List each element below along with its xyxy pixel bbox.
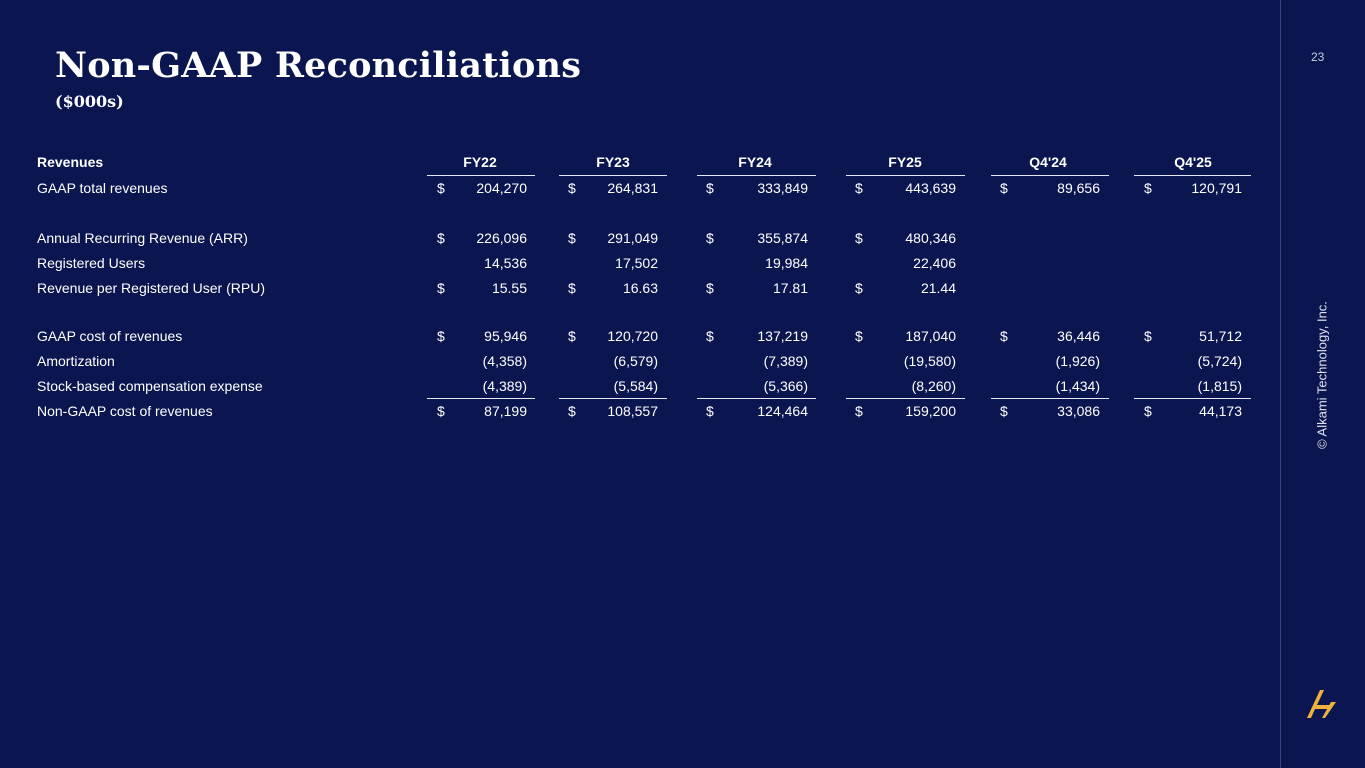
- currency-symbol: $: [1144, 328, 1152, 344]
- table-cell-value: 333,849: [757, 180, 808, 196]
- page-title: Non-GAAP Reconciliations: [55, 45, 582, 86]
- currency-symbol: $: [855, 328, 863, 344]
- row-label: Non-GAAP cost of revenues: [37, 403, 213, 419]
- row-label: Registered Users: [37, 255, 146, 271]
- table-cell-value: 51,712: [1199, 328, 1242, 344]
- table-cell-value: 22,406: [913, 255, 956, 271]
- subtotal-rule: [991, 398, 1109, 399]
- table-cell-value: 355,874: [757, 230, 808, 246]
- currency-symbol: $: [706, 230, 714, 246]
- table-cell-value: (7,389): [763, 353, 808, 369]
- currency-symbol: $: [568, 403, 576, 419]
- currency-symbol: $: [855, 403, 863, 419]
- currency-symbol: $: [1000, 328, 1008, 344]
- currency-symbol: $: [706, 403, 714, 419]
- table-cell-value: 15.55: [491, 280, 527, 296]
- table-cell-value: 17.81: [772, 280, 808, 296]
- table-cell-value: (19,580): [903, 353, 956, 369]
- currency-symbol: $: [568, 280, 576, 296]
- currency-symbol: $: [437, 230, 445, 246]
- subtotal-rule: [559, 398, 667, 399]
- table-cell-value: (4,389): [482, 378, 527, 394]
- currency-symbol: $: [1144, 403, 1152, 419]
- table-cell-value: 120,791: [1191, 180, 1242, 196]
- page-subtitle: ($000s): [55, 92, 124, 111]
- currency-symbol: $: [568, 180, 576, 196]
- currency-symbol: $: [1000, 403, 1008, 419]
- table-cell-value: 204,270: [476, 180, 527, 196]
- table-cell-value: 17,502: [615, 255, 658, 271]
- currency-symbol: $: [437, 328, 445, 344]
- table-cell-value: (6,579): [613, 353, 658, 369]
- currency-symbol: $: [706, 328, 714, 344]
- table-cell-value: 291,049: [607, 230, 658, 246]
- row-label: Revenue per Registered User (RPU): [37, 280, 265, 296]
- table-cell-value: (8,260): [911, 378, 956, 394]
- table-cell-value: 87,199: [484, 403, 527, 419]
- currency-symbol: $: [855, 180, 863, 196]
- table-cell-value: 226,096: [476, 230, 527, 246]
- header-underline: [846, 175, 965, 176]
- currency-symbol: $: [437, 403, 445, 419]
- table-cell-value: (1,815): [1197, 378, 1242, 394]
- table-cell-value: 108,557: [607, 403, 658, 419]
- column-header: FY23: [596, 154, 630, 170]
- table-cell-value: 33,086: [1057, 403, 1100, 419]
- subtotal-rule: [427, 398, 535, 399]
- row-label: GAAP total revenues: [37, 180, 168, 196]
- table-cell-value: 19,984: [765, 255, 808, 271]
- table-cell-value: 443,639: [905, 180, 956, 196]
- subtotal-rule: [1134, 398, 1251, 399]
- currency-symbol: $: [568, 230, 576, 246]
- row-label: Annual Recurring Revenue (ARR): [37, 230, 248, 246]
- currency-symbol: $: [855, 230, 863, 246]
- table-cell-value: 137,219: [757, 328, 808, 344]
- table-cell-value: (5,366): [763, 378, 808, 394]
- column-header: Q4'25: [1174, 154, 1212, 170]
- table-cell-value: (1,926): [1055, 353, 1100, 369]
- right-divider: [1280, 0, 1281, 768]
- row-label: Stock-based compensation expense: [37, 378, 263, 394]
- table-cell-value: (5,584): [613, 378, 658, 394]
- header-underline: [697, 175, 816, 176]
- table-cell-value: 21.44: [920, 280, 956, 296]
- subtotal-rule: [697, 398, 816, 399]
- header-underline: [1134, 175, 1251, 176]
- table-cell-value: 120,720: [607, 328, 658, 344]
- table-cell-value: (1,434): [1055, 378, 1100, 394]
- currency-symbol: $: [437, 180, 445, 196]
- table-cell-value: (5,724): [1197, 353, 1242, 369]
- table-cell-value: 124,464: [757, 403, 808, 419]
- column-header: FY24: [738, 154, 772, 170]
- currency-symbol: $: [1000, 180, 1008, 196]
- currency-symbol: $: [855, 280, 863, 296]
- row-label: GAAP cost of revenues: [37, 328, 183, 344]
- table-cell-value: 14,536: [484, 255, 527, 271]
- table-cell-value: 89,656: [1057, 180, 1100, 196]
- currency-symbol: $: [1144, 180, 1152, 196]
- currency-symbol: $: [706, 280, 714, 296]
- table-cell-value: 16.63: [622, 280, 658, 296]
- table-cell-value: 480,346: [905, 230, 956, 246]
- table-cell-value: (4,358): [482, 353, 527, 369]
- table-cell-value: 36,446: [1057, 328, 1100, 344]
- copyright-notice: © Alkami Technology, Inc.: [1314, 301, 1330, 449]
- page-number: 23: [1311, 50, 1325, 64]
- currency-symbol: $: [568, 328, 576, 344]
- column-header: Q4'24: [1029, 154, 1067, 170]
- header-underline: [991, 175, 1109, 176]
- column-header: FY25: [888, 154, 922, 170]
- table-cell-value: 95,946: [484, 328, 527, 344]
- table-cell-value: 44,173: [1199, 403, 1242, 419]
- alkami-logo-icon: [1303, 688, 1339, 720]
- row-label: Amortization: [37, 353, 115, 369]
- column-header: FY22: [463, 154, 497, 170]
- table-cell-value: 187,040: [905, 328, 956, 344]
- table-cell-value: 264,831: [607, 180, 658, 196]
- table-cell-value: 159,200: [905, 403, 956, 419]
- subtotal-rule: [846, 398, 965, 399]
- currency-symbol: $: [437, 280, 445, 296]
- section-label: Revenues: [37, 154, 104, 170]
- header-underline: [427, 175, 535, 176]
- header-underline: [559, 175, 667, 176]
- currency-symbol: $: [706, 180, 714, 196]
